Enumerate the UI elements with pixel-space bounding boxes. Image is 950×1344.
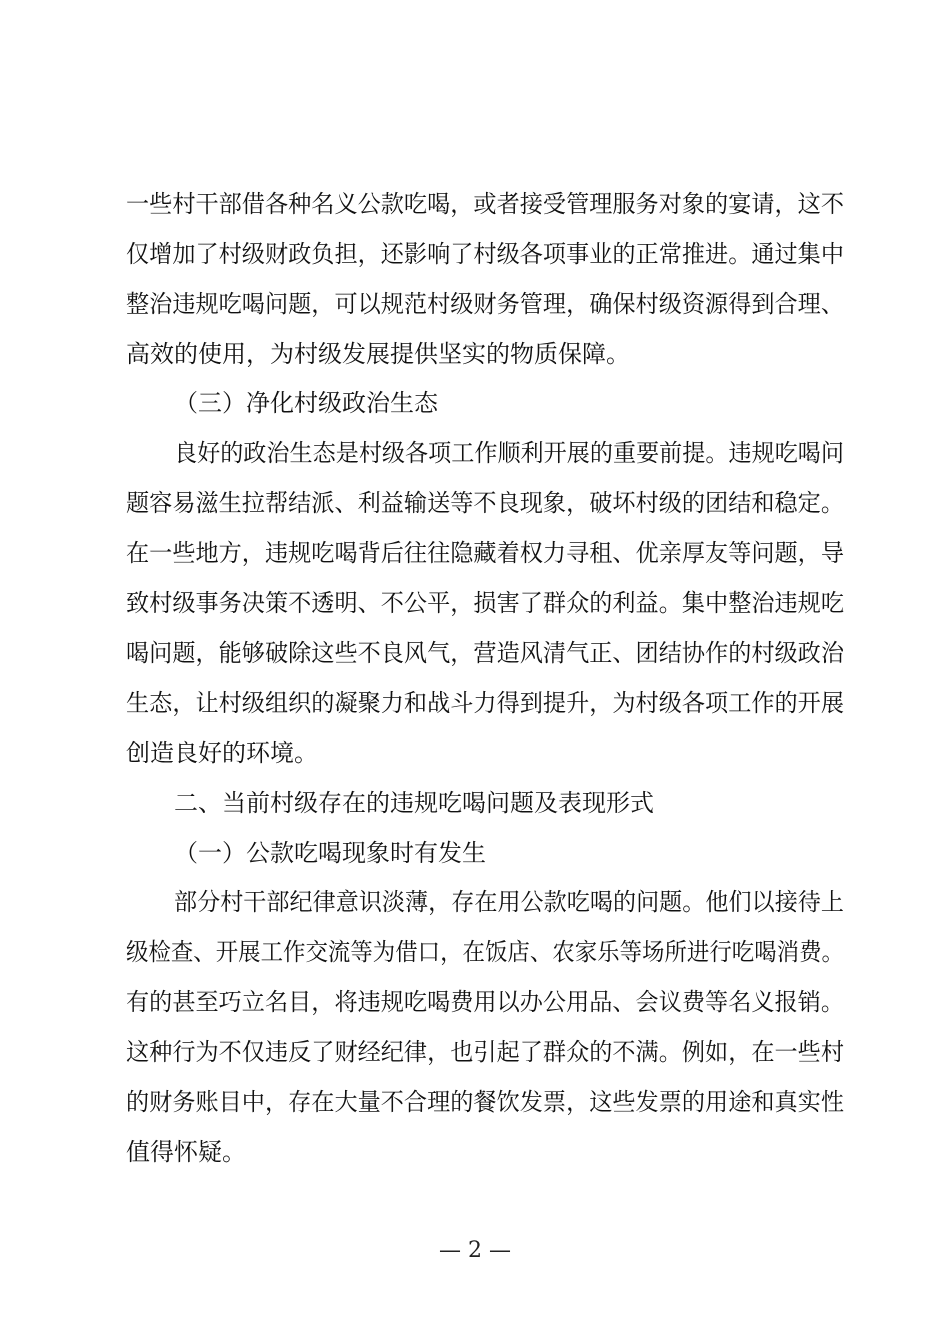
text-line: 一些村干部借各种名义公款吃喝，或者接受管理服务对象的宴请，这不 xyxy=(126,190,844,218)
text-line: 整治违规吃喝问题，可以规范村级财务管理，确保村级资源得到合理、 xyxy=(126,290,844,318)
text-line: 高效的使用，为村级发展提供坚实的物质保障。 xyxy=(126,340,630,368)
text-line: 在一些地方，违规吃喝背后往往隐藏着权力寻租、优亲厚友等问题，导 xyxy=(126,539,844,567)
text-line: 生态，让村级组织的凝聚力和战斗力得到提升，为村级各项工作的开展 xyxy=(126,689,844,717)
text-line: 有的甚至巧立名目，将违规吃喝费用以办公用品、会议费等名义报销。 xyxy=(126,988,844,1016)
text-line: 这种行为不仅违反了财经纪律，也引起了群众的不满。例如，在一些村 xyxy=(126,1038,844,1066)
section-heading: （一）公款吃喝现象时有发生 xyxy=(174,839,486,867)
section-heading: （三）净化村级政治生态 xyxy=(174,389,438,417)
text-line: 题容易滋生拉帮结派、利益输送等不良现象，破坏村级的团结和稳定。 xyxy=(126,489,844,517)
page-number: — 2 — xyxy=(439,1238,511,1263)
text-line: 值得怀疑。 xyxy=(126,1138,246,1166)
text-line: 的财务账目中，存在大量不合理的餐饮发票，这些发票的用途和真实性 xyxy=(126,1088,844,1116)
text-line: 良好的政治生态是村级各项工作顺利开展的重要前提。违规吃喝问 xyxy=(174,439,844,467)
chapter-heading: 二、当前村级存在的违规吃喝问题及表现形式 xyxy=(174,789,654,817)
text-line: 致村级事务决策不透明、不公平，损害了群众的利益。集中整治违规吃 xyxy=(126,589,844,617)
text-line: 喝问题，能够破除这些不良风气，营造风清气正、团结协作的村级政治 xyxy=(126,639,844,667)
text-line: 创造良好的环境。 xyxy=(126,739,318,767)
text-line: 仅增加了村级财政负担，还影响了村级各项事业的正常推进。通过集中 xyxy=(126,240,844,268)
text-line: 级检查、开展工作交流等为借口，在饭店、农家乐等场所进行吃喝消费。 xyxy=(126,938,844,966)
text-line: 部分村干部纪律意识淡薄，存在用公款吃喝的问题。他们以接待上 xyxy=(174,888,844,916)
